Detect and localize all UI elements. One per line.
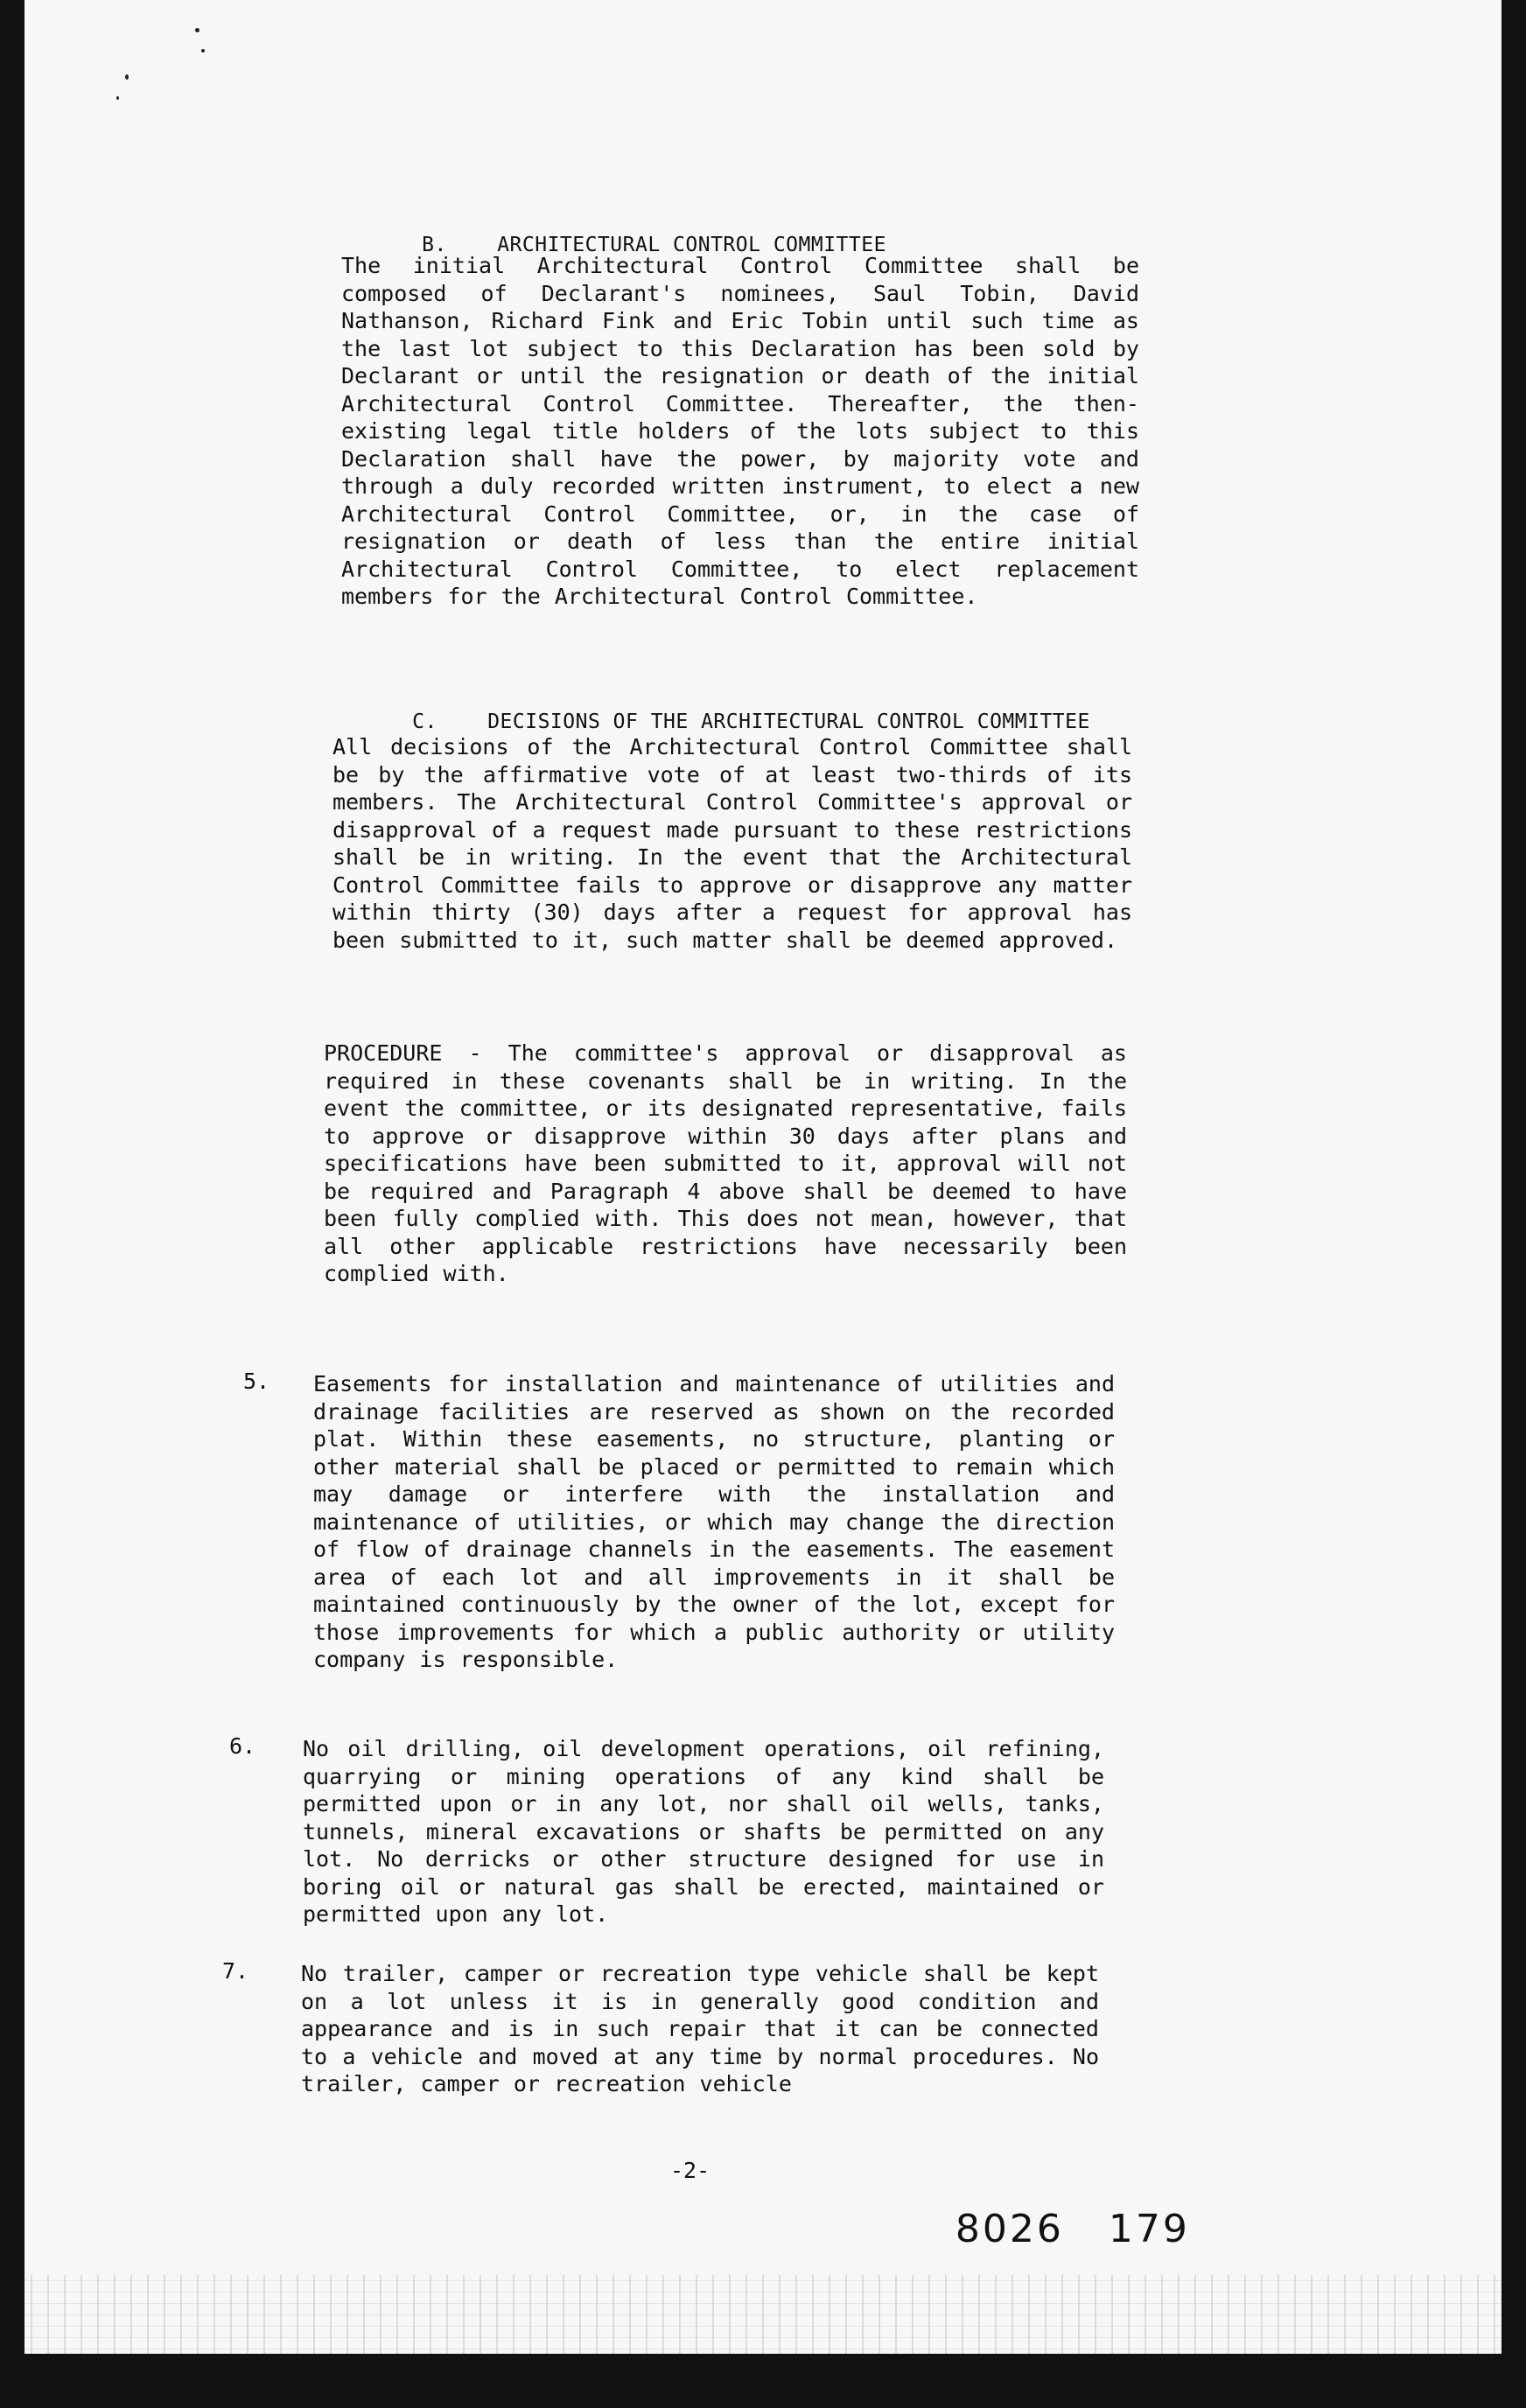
scan-noise bbox=[24, 2275, 1502, 2354]
document-page bbox=[24, 0, 1502, 2354]
item-6-paragraph: No oil drilling, oil development operations, oil refining, quarrying or mining operations of any kind shall be permitted upon or in any lot, nor shall oil wells, tanks, tunnels, mineral excavations or shafts be permitted on any lot. No derricks or other structure designed for use in boring oil or natural gas shall be erected, maintained or permitted upon any lot. bbox=[303, 1736, 1104, 1927]
document-body bbox=[24, 0, 1502, 2354]
section-c-letter: C. bbox=[412, 710, 438, 733]
procedure-paragraph: PROCEDURE - The committee's approval or disapproval as required in these covenants shall be in writing. In the event the committee, or its designated representative, fails to approve or disapprove within 30 days after plans and specifications have been submitted to it, approval will not be required and Paragraph 4 above shall be deemed to have been fully complied with. This does not mean, however, that all other applicable restrictions have necessarily been complied with. bbox=[324, 1040, 1127, 1286]
stamp-page-number: 179 bbox=[1108, 2206, 1190, 2251]
section-b-letter: B. bbox=[422, 233, 447, 256]
stamp-book-number: 8026 bbox=[955, 2206, 1064, 2251]
section-c-paragraph: All decisions of the Architectural Control Committee shall be by the affirmative vote of at least two-thirds of its members. The Architectural Control Committee's approval or disapproval of a request made pursuant to these restrictions shall be in writing. In the event that the Architectural Control Committee fails to approve or disapprove any matter within thirty (30) days after a request for approval has been submitted to it, such matter shall be deemed approved. bbox=[332, 734, 1132, 953]
page-number: -2- bbox=[670, 2158, 710, 2183]
item-7-paragraph: No trailer, camper or recreation type vehicle shall be kept on a lot unless it is in generally good condition and appearance and is in such repair that it can be connected to a vehicle and moved at any time by normal procedures. No trailer, camper or recreation vehicle bbox=[301, 1961, 1099, 2096]
item-5-paragraph: Easements for installation and maintenance of utilities and drainage facilities are reserved as shown on the recorded plat. Within these easements, no structure, planting or other material shall be placed or permitted to remain which may damage or interfere with the installation and maintenance of utilities, or which may change the direction of flow of drainage channels in the easements. The easement area of each lot and all improvements in it shall be maintained continuously by the owner of the lot, except for those improvements for which a public authority or utility company is responsible. bbox=[313, 1371, 1115, 1672]
item-6-number: 6. bbox=[229, 1733, 256, 1759]
item-7-number: 7. bbox=[222, 1958, 249, 1984]
section-c-title: DECISIONS OF THE ARCHITECTURAL CONTROL COMMITTEE bbox=[487, 710, 1090, 733]
section-b-title: ARCHITECTURAL CONTROL COMMITTEE bbox=[497, 233, 886, 256]
recording-stamp bbox=[866, 2188, 1190, 2271]
section-b-paragraph: The initial Architectural Control Committee shall be composed of Declarant's nominees, Saul Tobin, David Nathanson, Richard Fink and Eric Tobin until such time as the last lot subject to this Declaration has been sold by Declarant or until the resignation or death of the initial Architectural Control Committee. Thereafter, the then-existing legal title holders of the lots subject to this Declaration shall have the power, by majority vote and through a duly recorded written instrument, to elect a new Architectural Control Committee, or, in the case of resignation or death of less than the entire initial Architectural Control Committee, to elect replacement members for the Architectural Control Committee. bbox=[341, 253, 1139, 609]
item-5-number: 5. bbox=[243, 1368, 270, 1394]
